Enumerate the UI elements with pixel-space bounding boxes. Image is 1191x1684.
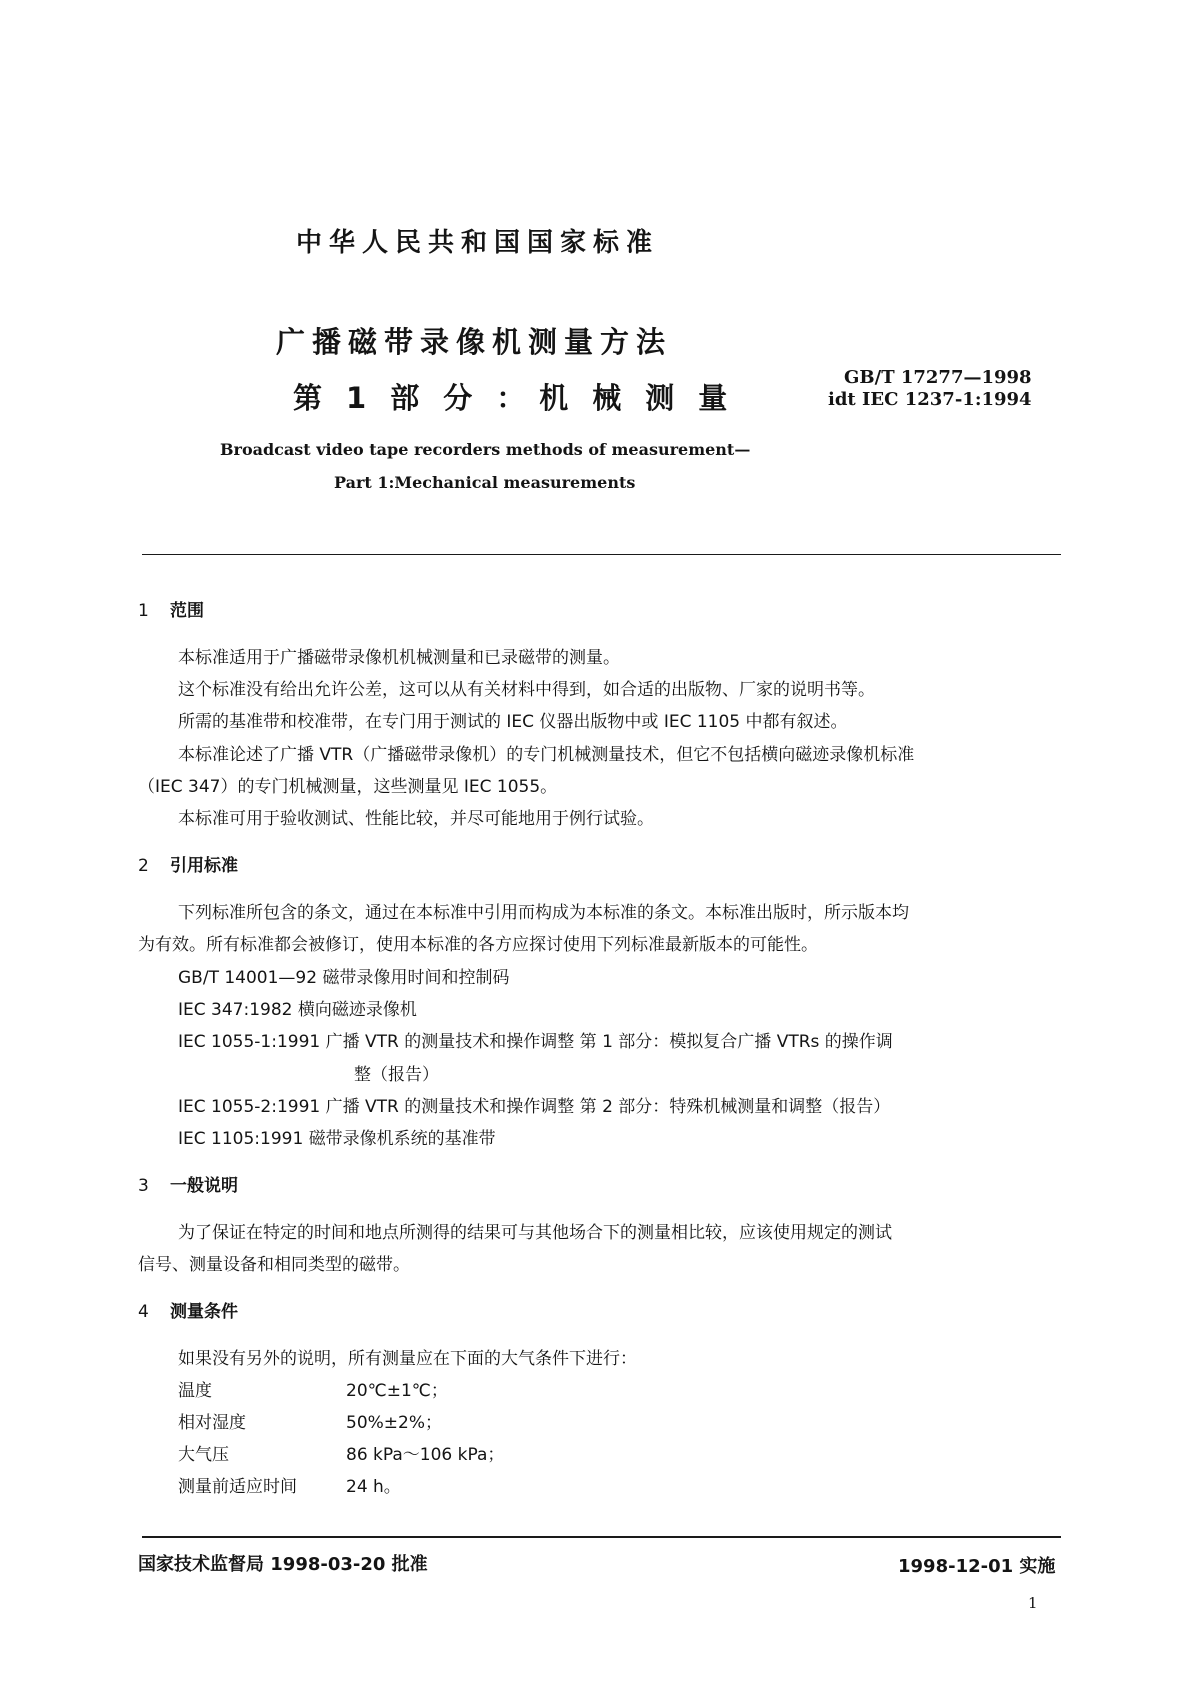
subtitle-part: 第 xyxy=(293,381,323,415)
implementation-date: 1998-12-01 实施 xyxy=(898,1556,1056,1577)
condition-value: 24 h。 xyxy=(346,1477,401,1497)
english-title-line2: Part 1:Mechanical measurements xyxy=(334,473,636,492)
subtitle-part: 1 xyxy=(346,381,367,415)
section-number: 3 xyxy=(138,1176,149,1196)
paragraph: 所需的基准带和校准带，在专门用于测试的 IEC 仪器出版物中或 IEC 1105 中都有叙述。 xyxy=(178,712,848,732)
main-title: 中华人民共和国国家标准 xyxy=(296,228,660,258)
condition-value: 20℃±1℃； xyxy=(346,1381,448,1401)
subtitle-part: 分 xyxy=(443,381,473,415)
paragraph: 下列标准所包含的条文，通过在本标准中引用而构成为本标准的条文。本标准出版时，所示版本均 xyxy=(178,903,909,923)
condition-label: 大气压 xyxy=(178,1445,229,1465)
condition-label: 测量前适应时间 xyxy=(178,1477,297,1497)
subtitle-part: 械 xyxy=(592,381,622,415)
paragraph: 这个标准没有给出允许公差，这可以从有关材料中得到，如合适的出版物、厂家的说明书等。 xyxy=(178,680,875,700)
paragraph: 本标准适用于广播磁带录像机机械测量和已录磁带的测量。 xyxy=(178,648,620,668)
subtitle-part: 机 xyxy=(539,381,569,415)
section-heading-3 xyxy=(138,1171,238,1196)
paragraph: 本标准论述了广播 VTR（广播磁带录像机）的专门机械测量技术，但它不包括横向磁迹录像机标准 xyxy=(178,745,915,765)
paragraph: （IEC 347）的专门机械测量，这些测量见 IEC 1055。 xyxy=(138,777,558,797)
condition-label: 温度 xyxy=(178,1381,212,1401)
reference-item: IEC 347:1982 横向磁迹录像机 xyxy=(178,1000,417,1020)
idt-reference: idt IEC 1237-1:1994 xyxy=(828,389,1032,410)
standard-number-block xyxy=(828,367,1032,411)
section-title: 引用标准 xyxy=(170,856,238,876)
section-heading-2 xyxy=(138,851,238,876)
section-title: 一般说明 xyxy=(170,1176,238,1196)
paragraph: 本标准可用于验收测试、性能比较，并尽可能地用于例行试验。 xyxy=(178,809,654,829)
footer-divider xyxy=(142,1536,1061,1538)
section-title: 范围 xyxy=(170,601,204,621)
subtitle-part: 部 xyxy=(390,381,420,415)
section-number: 1 xyxy=(138,601,149,621)
reference-item-continuation: 整（报告） xyxy=(354,1065,439,1085)
subtitle-line1: 广播磁带录像机测量方法 xyxy=(276,325,673,359)
standard-number: GB/T 17277—1998 xyxy=(844,367,1032,388)
reference-item: IEC 1055-1:1991 广播 VTR 的测量技术和操作调整 第 1 部分：模拟复合广播 VTRs 的操作调 xyxy=(178,1032,893,1052)
reference-item: GB/T 14001—92 磁带录像用时间和控制码 xyxy=(178,968,510,988)
section-title: 测量条件 xyxy=(170,1302,238,1322)
subtitle-part: ： xyxy=(496,381,526,415)
section-heading-4 xyxy=(138,1297,238,1322)
subtitle-line2 xyxy=(293,376,751,417)
page-number: 1 xyxy=(1028,1594,1038,1612)
condition-value: 86 kPa～106 kPa； xyxy=(346,1445,505,1465)
paragraph: 如果没有另外的说明，所有测量应在下面的大气条件下进行： xyxy=(178,1349,637,1369)
section-heading-1 xyxy=(138,596,204,621)
condition-label: 相对湿度 xyxy=(178,1413,246,1433)
reference-item: IEC 1105:1991 磁带录像机系统的基准带 xyxy=(178,1129,496,1149)
paragraph: 信号、测量设备和相同类型的磁带。 xyxy=(138,1255,410,1275)
condition-value: 50%±2%； xyxy=(346,1413,442,1433)
paragraph: 为有效。所有标准都会被修订，使用本标准的各方应探讨使用下列标准最新版本的可能性。 xyxy=(138,935,818,955)
section-number: 4 xyxy=(138,1302,149,1322)
english-title-line1: Broadcast video tape recorders methods of measurement— xyxy=(220,440,751,459)
subtitle-part: 量 xyxy=(698,381,728,415)
section-number: 2 xyxy=(138,856,149,876)
reference-item: IEC 1055-2:1991 广播 VTR 的测量技术和操作调整 第 2 部分：特殊机械测量和调整（报告） xyxy=(178,1097,891,1117)
subtitle-part: 测 xyxy=(645,381,675,415)
approval-date: 国家技术监督局 1998-03-20 批准 xyxy=(138,1554,428,1575)
header-divider xyxy=(142,554,1061,555)
paragraph: 为了保证在特定的时间和地点所测得的结果可与其他场合下的测量相比较，应该使用规定的测试 xyxy=(178,1223,892,1243)
